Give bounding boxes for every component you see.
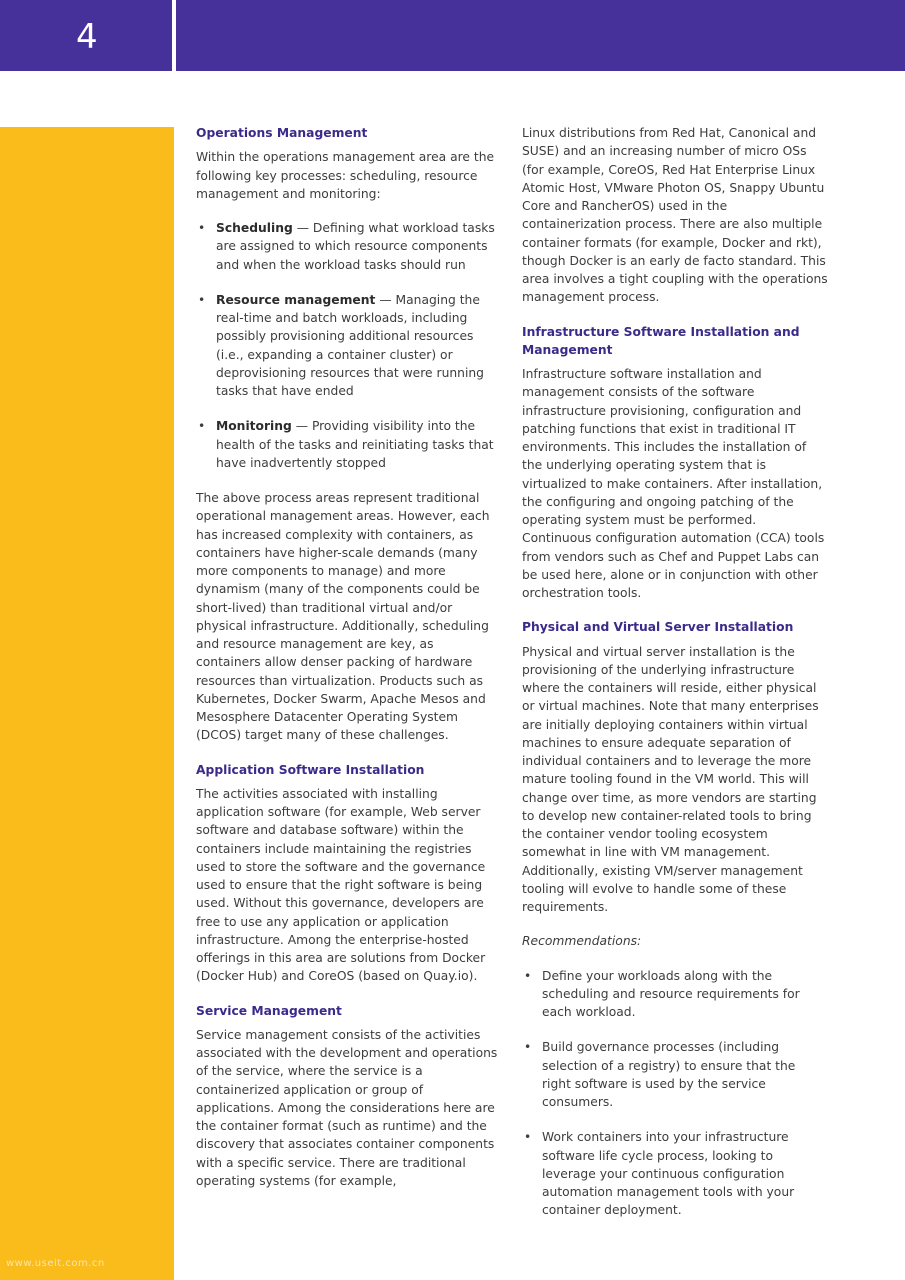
- list-item-text: Work containers into your infrastructure software life cycle process, looking to leverage your continuous configuration automation management tools with your container deployment.: [542, 1130, 795, 1218]
- recommendations-list: [522, 967, 828, 1220]
- heading-service-management: Service Management: [196, 1003, 342, 1018]
- heading-operations-management: Operations Management: [196, 126, 368, 140]
- header-bar: [176, 0, 905, 71]
- recommendations-label: Recommendations:: [522, 934, 642, 949]
- accent-side-panel: [0, 127, 174, 1280]
- list-item-text: Define your workloads along with the scheduling and resource requirements for each workload.: [542, 968, 800, 1019]
- list-item-text: — Defining what workload tasks are assigned to which resource components and when the workload tasks should run: [216, 221, 495, 272]
- paragraph-app-body: The activities associated with installing application software (for example, Web server software and database software) within the containers include maintaining the registries used to store the software and the governance used to ensure that the right software is being used. Without this governance, developers are free to use any application or application infrastructure. Among the enterprise-hosted offerings in this area are solutions from Docker (Docker Hub) and CoreOS (based on Quay.io).: [196, 786, 486, 984]
- page-number: 4: [0, 0, 172, 71]
- list-item: • Monitoring — Providing visibility into the health of the tasks and reinitiating tasks that have inadvertently stopped: [198, 419, 494, 470]
- list-item: • Define your workloads along with the scheduling and resource requirements for each workload.: [524, 968, 800, 1019]
- paragraph-ops-body: The above process areas represent traditional operational management areas. However, each has increased complexity with containers, as containers have higher-scale demands (many more components to manage) and more dynamism (many of the components could be short-lived) than traditional virtual and/or physical infrastructure. Additionally, scheduling and resource management are key, as containers allow denser packing of hardware resources than virtualization. Products such as Kubernetes, Docker Swarm, Apache Mesos and Mesosphere Datacenter Operating System (DCOS) target many of these challenges.: [196, 491, 490, 743]
- list-item: • Work containers into your infrastructure software life cycle process, looking to leverage your continuous configuration automation management tools with your container deployment.: [524, 1130, 795, 1218]
- left-column: [196, 124, 502, 1206]
- paragraph-infra-body: Infrastructure software installation and management consists of the software infrastructure provisioning, configuration and patching functions that exist in traditional IT environments. This includes the installation of the underlying operating system that is virtualized to make containers. After installation, the configuring and ongoing patching of the operating system must be performed. Continuous configuration automation (CCA) tools from vendors such as Chef and Puppet Labs can be used here, alone or in conjunction with other orchestration tools.: [522, 367, 825, 600]
- list-item: • Resource management — Managing the real-time and batch workloads, including possibly provisioning additional resources (i.e., expanding a container cluster) or deprovisioning resources that were running tasks that have ended: [198, 292, 484, 398]
- heading-physical-virtual-server: Physical and Virtual Server Installation: [522, 620, 794, 635]
- heading-infrastructure-software: Infrastructure Software Installation and Management: [522, 324, 800, 357]
- list-item-term: Resource management: [216, 292, 376, 307]
- paragraph-phys-body: Physical and virtual server installation is the provisioning of the underlying infrastructure where the containers will reside, either physical or virtual machines. Note that many enterprises are initially deploying containers within virtual machines to ensure adequate separation of individual containers and to leverage the more mature tooling found in the VM world. This will change over time, as more vendors are starting to develop new container-related tools to bring the container vendor tooling ecosystem somewhat in line with VM management. Additionally, existing VM/server management tooling will evolve to handle some of these requirements.: [522, 644, 819, 914]
- ops-process-list: [196, 219, 502, 472]
- paragraph-svc-continued: Linux distributions from Red Hat, Canonical and SUSE) and an increasing number of micro OSs (for example, CoreOS, Red Hat Enterprise Linux Atomic Host, VMware Photon OS, Snappy Ubuntu Core and RancherOS) used in the containerization process. There are also multiple container formats (for example, Docker and rkt), though Docker is an early de facto standard. This area involves a tight coupling with the operations management process.: [522, 126, 828, 305]
- list-item-term: Monitoring: [216, 419, 292, 434]
- right-column: [522, 124, 828, 1237]
- list-item: • Scheduling — Defining what workload tasks are assigned to which resource components and when the workload tasks should run: [198, 221, 495, 272]
- list-item-text: — Providing visibility into the health of the tasks and reinitiating tasks that have inadvertently stopped: [216, 419, 494, 470]
- watermark: www.useit.com.cn: [6, 1258, 105, 1269]
- list-item-term: Scheduling: [216, 221, 293, 235]
- paragraph-ops-intro: Within the operations management area are the following key processes: scheduling, resource management and monitoring:: [196, 150, 495, 201]
- list-item: • Build governance processes (including selection of a registry) to ensure that the right software is used by the service consumers.: [524, 1040, 796, 1109]
- heading-application-software-installation: Application Software Installation: [196, 762, 425, 777]
- paragraph-svc-body: Service management consists of the activities associated with the development and operations of the service, where the service is a containerized application or group of applications. Among the considerations here are the container format (such as runtime) and the discovery that associates container components with a specific service. There are traditional operating systems (for example,: [196, 1027, 498, 1188]
- list-item-text: Build governance processes (including selection of a registry) to ensure that the right software is used by the service consumers.: [542, 1040, 796, 1109]
- list-item-text: — Managing the real-time and batch workloads, including possibly provisioning additional resources (i.e., expanding a container cluster) or deprovisioning resources that were running tasks that have ended: [216, 292, 484, 398]
